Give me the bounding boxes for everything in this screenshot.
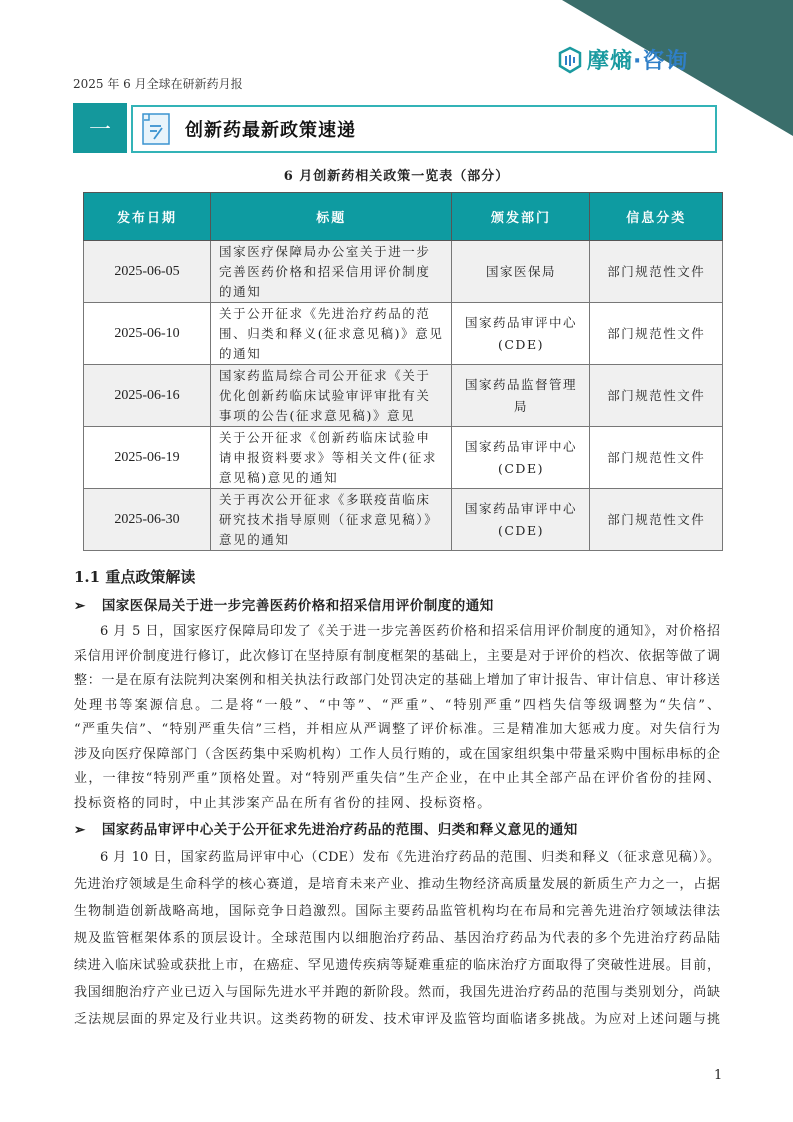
column-header-department: 颁发部门 — [452, 193, 590, 241]
paragraph-line: 先进治疗领域是生命科学的核心赛道，是培育未来产业、推动生物经济高质量发展的新质生产力之一，占据 — [74, 877, 720, 892]
date-cell: 2025-06-10 — [84, 303, 211, 365]
category-cell: 部门规范性文件 — [590, 241, 723, 303]
logo-icon — [557, 46, 583, 74]
title-line: 关于再次公开征求《多联疫苗临床 — [219, 491, 431, 507]
title-line: 请申报资料要求》等相关文件(征求 — [219, 449, 437, 465]
department-cell — [452, 427, 590, 489]
paragraph-line: “严重失信”、“特别严重失信”三档，并相应从严调整了评价标准。三是精准加大惩戒力度。对失信行为 — [74, 722, 720, 737]
paragraph-line: 处理书等案源信息。二是将“一般”、“中等”、“严重”、“特别严重”四档失信等级调整为“失信”、 — [74, 697, 720, 713]
title-cell — [211, 427, 452, 489]
policy-table — [83, 192, 723, 551]
policy-paragraph — [74, 844, 720, 1033]
department-cell — [452, 365, 590, 427]
table-row — [84, 365, 723, 427]
running-header: 2025 年 6 月全球在研新药月报 — [73, 77, 243, 91]
arrow-bullet-icon: ➢ — [74, 598, 86, 614]
paragraph-line: 乏法规层面的界定及行业共识。这类药物的研发、技术审评及监管均面临诸多挑战。为应对上述问题与挑 — [74, 1012, 720, 1027]
logo-text-main: 摩熵 — [587, 49, 634, 74]
title-line: 事项的公告(征求意见稿)》意见 — [219, 407, 416, 423]
date-cell: 2025-06-16 — [84, 365, 211, 427]
department-line: 国家药品监督管理 — [464, 376, 577, 392]
section-title: 创新药最新政策速递 — [185, 120, 356, 141]
title-line: 的通知 — [219, 283, 262, 299]
department-line: 国家药品审评中心 — [464, 438, 577, 454]
title-line: 完善医药价格和招采信用评价制度 — [219, 263, 431, 279]
section-title-box — [131, 105, 717, 153]
department-line: (CDE) — [497, 336, 544, 352]
policy-heading — [74, 821, 578, 839]
table-row — [84, 489, 723, 551]
table-row — [84, 427, 723, 489]
category-cell: 部门规范性文件 — [590, 489, 723, 551]
logo-text — [587, 44, 688, 75]
title-line: 关于公开征求《创新药临床试验申 — [219, 429, 431, 445]
column-header-category: 信息分类 — [590, 193, 723, 241]
section-number: 一 — [73, 103, 127, 153]
paragraph-line: 生物制造创新战略高地，国际竞争日趋激烈。国际主要药品监管机构均在布局和完善先进治疗领域法律法 — [74, 904, 720, 919]
table-caption: 6 月创新药相关政策一览表（部分） — [283, 169, 510, 184]
title-line: 研究技术指导原则（征求意见稿）》 — [219, 511, 439, 527]
policy-heading-text: 国家药品审评中心关于公开征求先进治疗药品的范围、归类和释义意见的通知 — [101, 822, 578, 838]
title-line: 意见的通知 — [219, 531, 290, 547]
date-cell: 2025-06-30 — [84, 489, 211, 551]
department-line: 国家医保局 — [485, 263, 556, 279]
paragraph-line: 规及监管框架体系的顶层设计。全球范围内以细胞治疗药品、基因治疗药品为代表的多个先进治疗药品陆 — [74, 931, 720, 946]
subsection-heading: 1.1 重点政策解读 — [74, 568, 196, 586]
paragraph-line: 采信用评价制度进行修订，此次修订在坚持原有制度框架的基础上，主要是对于评价的档次、依据等做了调 — [74, 648, 720, 664]
title-line: 围、归类和释义(征求意见稿)》意见 — [219, 325, 444, 341]
column-header-title: 标题 — [211, 193, 452, 241]
date-cell: 2025-06-19 — [84, 427, 211, 489]
column-header-date: 发布日期 — [84, 193, 211, 241]
category-cell: 部门规范性文件 — [590, 303, 723, 365]
paragraph-line: 续进入临床试验或获批上市，在癌症、罕见遗传疾病等疑难重症的临床治疗方面取得了突破性进展。目前， — [74, 958, 720, 973]
page-number: 1 — [714, 1068, 723, 1083]
document-edit-icon — [141, 112, 171, 146]
arrow-bullet-icon: ➢ — [74, 822, 86, 838]
department-cell — [452, 303, 590, 365]
paragraph-line: 投标资格的同时，中止其涉案产品在所有省份的挂网、投标资格。 — [74, 795, 492, 811]
title-line: 国家药监局综合司公开征求《关于 — [219, 367, 431, 383]
policy-heading — [74, 597, 494, 615]
category-cell: 部门规范性文件 — [590, 365, 723, 427]
table-header-row — [84, 193, 723, 241]
paragraph-line: 涉及向医疗保障部门（含医药集中采购机构）工作人员行贿的，或在国家组织集中带量采购中围标串标的企 — [74, 746, 720, 762]
paragraph-line: 整：一是在原有法院判决案例和相关执法行政部门处罚决定的基础上增加了审计报告、审计信息、审计移送 — [74, 673, 720, 688]
table-body — [84, 241, 723, 551]
paragraph-line: 6 月 5 日，国家医疗保障局印发了《关于进一步完善医药价格和招采信用评价制度的通知》，对价格招 — [100, 624, 720, 639]
department-line: (CDE) — [497, 522, 544, 538]
department-line: 局 — [513, 398, 528, 414]
table-row — [84, 303, 723, 365]
title-cell — [211, 489, 452, 551]
logo-text-suffix: ·咨询 — [633, 49, 689, 74]
title-cell — [211, 365, 452, 427]
date-cell: 2025-06-05 — [84, 241, 211, 303]
category-cell: 部门规范性文件 — [590, 427, 723, 489]
title-line: 关于公开征求《先进治疗药品的范 — [219, 305, 431, 321]
paragraph-line: 业，一律按“特别严重”顶格处置。对“特别严重失信”生产企业，在中止其全部产品在评价省份的挂网、 — [74, 771, 720, 786]
company-logo — [557, 44, 688, 75]
title-line: 优化创新药临床试验审评审批有关 — [219, 387, 431, 403]
title-line: 的通知 — [219, 345, 262, 361]
policy-paragraph — [74, 620, 720, 816]
department-line: (CDE) — [497, 460, 544, 476]
title-line: 国家医疗保障局办公室关于进一步 — [219, 243, 431, 259]
department-cell — [452, 241, 590, 303]
paragraph-line: 我国细胞治疗产业已迈入与国际先进水平并跑的新阶段。然而，我国先进治疗药品的范围与类别划分，尚缺 — [74, 985, 720, 1000]
title-cell — [211, 303, 452, 365]
paragraph-line: 6 月 10 日，国家药监局评审中心（CDE）发布《先进治疗药品的范围、归类和释义（征求意见稿）》。 — [100, 850, 720, 865]
policy-heading-text: 国家医保局关于进一步完善医药价格和招采信用评价制度的通知 — [101, 598, 494, 614]
title-line: 意见稿)意见的通知 — [219, 469, 339, 485]
department-line: 国家药品审评中心 — [464, 500, 577, 516]
department-line: 国家药品审评中心 — [464, 314, 577, 330]
title-cell — [211, 241, 452, 303]
table-row — [84, 241, 723, 303]
department-cell — [452, 489, 590, 551]
